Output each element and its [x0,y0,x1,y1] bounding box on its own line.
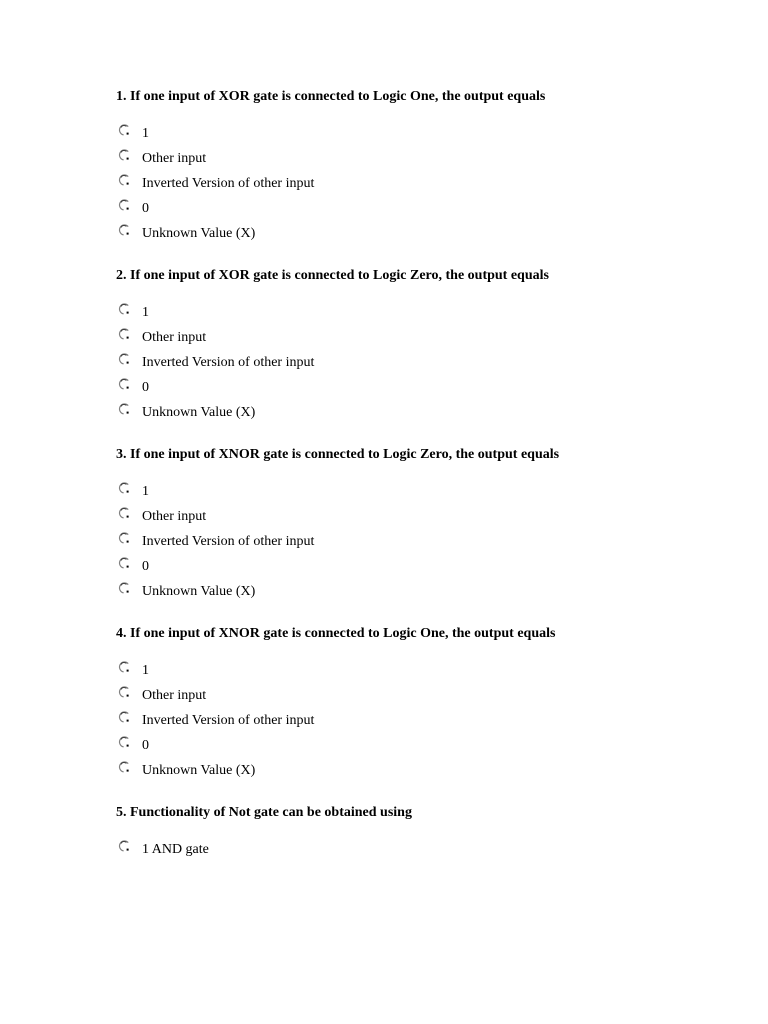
radio-button-icon[interactable] [117,377,131,391]
question-title: 3. If one input of XNOR gate is connected to Logic Zero, the output equals [116,447,560,462]
radio-button-icon[interactable] [117,839,131,853]
radio-button-icon [117,223,131,237]
radio-button-icon[interactable] [117,302,131,316]
answer-option-label: Unknown Value (X) [142,584,256,599]
radio-button-icon [117,760,131,774]
answer-option-label: Inverted Version of other input [142,713,315,728]
answer-option-label: Other input [142,509,207,524]
question-title: 2. If one input of XOR gate is connected to Logic Zero, the output equals [116,268,549,283]
question-block [116,88,736,246]
answer-option[interactable] [116,146,736,171]
answer-option[interactable] [116,758,736,783]
radio-button-icon [117,685,131,699]
answer-option-label: 1 [142,663,149,678]
radio-button-icon[interactable] [117,531,131,545]
radio-button-icon[interactable] [117,198,131,212]
radio-button-icon [117,506,131,520]
radio-button-icon [117,327,131,341]
answer-option-label: 0 [142,559,149,574]
answer-options [116,658,736,783]
answer-options [116,837,736,862]
answer-option[interactable] [116,683,736,708]
radio-button-icon [117,402,131,416]
question-title: 5. Functionality of Not gate can be obtained using [116,805,412,820]
question-block [116,446,736,604]
radio-button-icon [117,352,131,366]
answer-option[interactable] [116,708,736,733]
answer-option-label: Inverted Version of other input [142,534,315,549]
answer-option-label: Unknown Value (X) [142,405,256,420]
radio-button-icon [117,481,131,495]
radio-button-icon [117,735,131,749]
radio-button-icon[interactable] [117,123,131,137]
radio-button-icon [117,710,131,724]
answer-option-label: 1 [142,305,149,320]
radio-button-icon [117,581,131,595]
radio-button-icon[interactable] [117,327,131,341]
answer-options [116,121,736,246]
answer-option[interactable] [116,171,736,196]
answer-option-label: 0 [142,380,149,395]
radio-button-icon[interactable] [117,402,131,416]
answer-option[interactable] [116,300,736,325]
answer-option-label: Unknown Value (X) [142,763,256,778]
answer-option-label: Other input [142,688,207,703]
answer-option[interactable] [116,837,736,862]
radio-button-icon [117,173,131,187]
radio-button-icon[interactable] [117,556,131,570]
question-title: 4. If one input of XNOR gate is connected to Logic One, the output equals [116,626,556,641]
radio-button-icon [117,123,131,137]
question-block [116,804,736,862]
answer-option[interactable] [116,350,736,375]
answer-option-label: Other input [142,151,207,166]
radio-button-icon[interactable] [117,735,131,749]
question-title: 1. If one input of XOR gate is connected to Logic One, the output equals [116,89,546,104]
quiz-form [116,88,736,883]
answer-option-label: 1 [142,126,149,141]
answer-options [116,300,736,425]
answer-option[interactable] [116,579,736,604]
radio-button-icon [117,198,131,212]
answer-option-label: 0 [142,201,149,216]
answer-option[interactable] [116,504,736,529]
radio-button-icon[interactable] [117,760,131,774]
radio-button-icon [117,148,131,162]
answer-option[interactable] [116,529,736,554]
answer-option[interactable] [116,479,736,504]
radio-button-icon [117,556,131,570]
radio-button-icon[interactable] [117,223,131,237]
answer-options [116,479,736,604]
answer-option[interactable] [116,221,736,246]
answer-option[interactable] [116,325,736,350]
radio-button-icon [117,531,131,545]
answer-option[interactable] [116,400,736,425]
answer-option-label: Inverted Version of other input [142,355,315,370]
radio-button-icon [117,660,131,674]
radio-button-icon [117,839,131,853]
answer-option-label: 1 [142,484,149,499]
radio-button-icon [117,302,131,316]
answer-option[interactable] [116,196,736,221]
question-block [116,625,736,783]
radio-button-icon[interactable] [117,173,131,187]
radio-button-icon[interactable] [117,660,131,674]
answer-option[interactable] [116,121,736,146]
answer-option-label: 1 AND gate [142,842,209,857]
radio-button-icon[interactable] [117,685,131,699]
radio-button-icon [117,377,131,391]
radio-button-icon[interactable] [117,481,131,495]
answer-option[interactable] [116,733,736,758]
radio-button-icon[interactable] [117,148,131,162]
answer-option-label: Unknown Value (X) [142,226,256,241]
answer-option[interactable] [116,658,736,683]
radio-button-icon[interactable] [117,581,131,595]
radio-button-icon[interactable] [117,506,131,520]
answer-option-label: 0 [142,738,149,753]
question-block [116,267,736,425]
answer-option-label: Other input [142,330,207,345]
answer-option-label: Inverted Version of other input [142,176,315,191]
radio-button-icon[interactable] [117,710,131,724]
radio-button-icon[interactable] [117,352,131,366]
answer-option[interactable] [116,554,736,579]
answer-option[interactable] [116,375,736,400]
